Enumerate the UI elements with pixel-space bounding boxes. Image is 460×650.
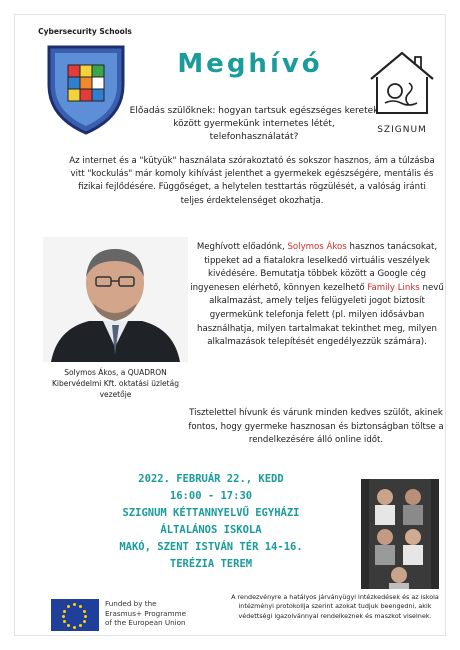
eu-text-line-2: Erasmus+ Programme <box>105 608 187 618</box>
star-icon <box>73 603 76 606</box>
event-venue-line-2: ÁLTALÁNOS ISKOLA <box>160 524 262 536</box>
event-address: MAKÓ, SZENT ISTVÁN TÉR 14-16. <box>119 541 303 553</box>
star-icon <box>83 610 86 613</box>
description-text-3: nevű alkalmazást, amely teljes felügyeleti jogot biztosít gyermekünk telefonja felett (pl. milyen idősávban használhatja, milyen tartalmakat tekinthet meg, milyen alkalmazások telepítését engedélyezzük számára). <box>197 282 444 348</box>
description-text-1: Meghívott előadónk, <box>196 242 288 252</box>
covid-notice: A rendezvényre a hatályos járványügyi intézkedések és az iskola intézményi protokollja szerint azokat tudjuk beengedni, akik védettségi igazolvánnyal rendelkeznek és maszkot viselnek. <box>231 593 439 620</box>
eu-text-line-3: of the European Union <box>105 618 186 627</box>
star-icon <box>67 624 70 627</box>
speaker-name: Solymos Ákos <box>287 242 347 252</box>
speaker-caption: Solymos Ákos, a QUADRON Kibervédelmi Kft. oktatási üzletág vezetője <box>52 368 179 399</box>
star-icon <box>62 615 65 618</box>
star-icon <box>63 620 66 623</box>
cybersecurity-shield-logo <box>41 39 131 135</box>
invitation-page <box>14 14 446 636</box>
page-title: Meghívó <box>177 49 323 79</box>
star-icon <box>63 610 66 613</box>
speaker-description <box>187 241 447 350</box>
star-icon <box>67 605 70 608</box>
invitation-paragraph: Tisztelettel hívunk és várunk minden kedves szülőt, akinek fontos, hogy gyermeke hasznosan és biztonságban töltse a rendelkezésére álló online időt. <box>188 408 444 446</box>
eu-text-line-1: Funded by the <box>105 599 157 608</box>
erasmus-funding-text <box>105 599 215 628</box>
szignum-caption: SZIGNUM <box>377 125 427 135</box>
star-icon <box>79 605 82 608</box>
eu-flag-logo <box>51 599 99 631</box>
star-icon <box>73 626 76 629</box>
event-room: TERÉZIA TEREM <box>169 558 253 570</box>
event-date: 2022. FEBRUÁR 22., KEDD <box>138 473 284 485</box>
event-subtitle: Előadás szülőknek: hogyan tartsuk egészséges keretek között gyermekünk internetes létét, telefonhasználatát? <box>129 106 379 142</box>
cybersecurity-schools-caption: Cybersecurity Schools <box>38 27 132 36</box>
intro-paragraph: Az internet és a "kütyük" használata szórakoztató és sokszor hasznos, ám a túlzásba vitt "kockulás" már komoly kihívást jelenthet a gyermekek egészségére, mentális és fizikai fejlődésére. Függőséget, a helytelen testtartás rögzülését, a valóság iránti teljes érdektelenséget okozhatja. <box>69 156 435 206</box>
children-with-phones-photo <box>361 479 439 589</box>
event-time: 16:00 - 17:30 <box>169 490 253 502</box>
event-venue-line-1: SZIGNUM KÉTTANNYELVŰ EGYHÁZI <box>122 507 300 519</box>
star-icon <box>84 615 87 618</box>
star-icon <box>83 620 86 623</box>
description-text-2: hasznos tanácsokat, tippeket ad a fiatalokra leselkedő virtuális veszélyek kivédésére. Bemutatja többek között a Google cég ingyenesen elérhető, könnyen kezelhető <box>190 242 438 293</box>
family-links-name: Family Links <box>367 282 420 293</box>
event-details <box>61 471 361 573</box>
star-icon <box>79 624 82 627</box>
speaker-photo <box>43 237 188 362</box>
